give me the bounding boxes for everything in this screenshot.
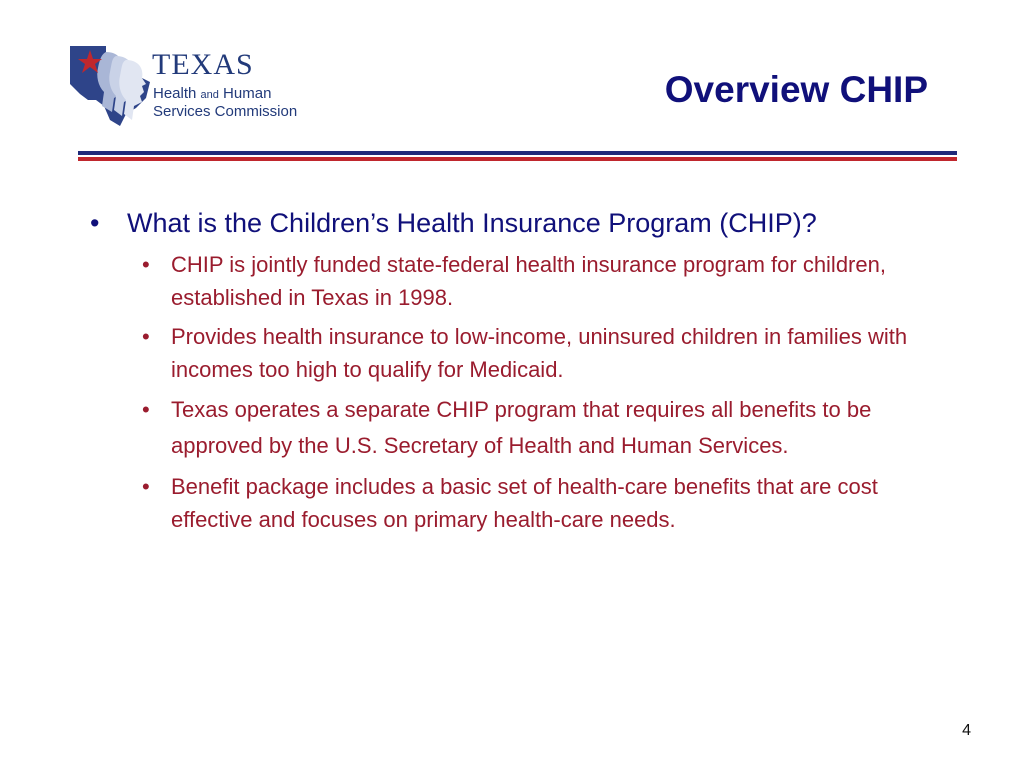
texas-map-emblem-icon [66, 42, 152, 128]
bullet-icon: • [142, 474, 150, 499]
hhsc-logo [66, 42, 316, 128]
sub-bullet-text: CHIP is jointly funded state-federal health insurance program for children, established in Texas in 1998. [171, 252, 886, 310]
sub-bullet [142, 248, 950, 314]
bullet-icon: • [142, 397, 150, 422]
sub-bullet-text: Provides health insurance to low-income, uninsured children in families with incomes too high to qualify for Medicaid. [171, 324, 908, 382]
slide-title: Overview CHIP [664, 69, 928, 110]
header-rule-red [78, 157, 957, 161]
logo-wordmark: TEXAS [152, 48, 254, 81]
sub-bullet-text: Benefit package includes a basic set of health-care benefits that are cost effective and focuses on primary health-care needs. [171, 474, 878, 532]
bullet-icon: • [142, 252, 150, 277]
sub-bullet-list [90, 248, 950, 536]
slide-body [90, 205, 950, 542]
logo-line-2: Services Commission [153, 103, 298, 120]
sub-bullet-text: Texas operates a separate CHIP program that requires all benefits to be approved by the U.S. Secretary of Health and Human Services. [171, 397, 872, 458]
sub-bullet [142, 470, 950, 536]
sub-bullet [142, 320, 950, 386]
logo-line-1: Health and Human [153, 85, 272, 102]
page-number: 4 [962, 722, 971, 739]
header-rule-blue [78, 151, 957, 155]
main-bullet-text: What is the Children’s Health Insurance Program (CHIP)? [127, 208, 817, 238]
sub-bullet [142, 392, 950, 464]
bullet-icon: • [90, 208, 100, 238]
main-bullet [90, 205, 950, 242]
bullet-icon: • [142, 324, 150, 349]
